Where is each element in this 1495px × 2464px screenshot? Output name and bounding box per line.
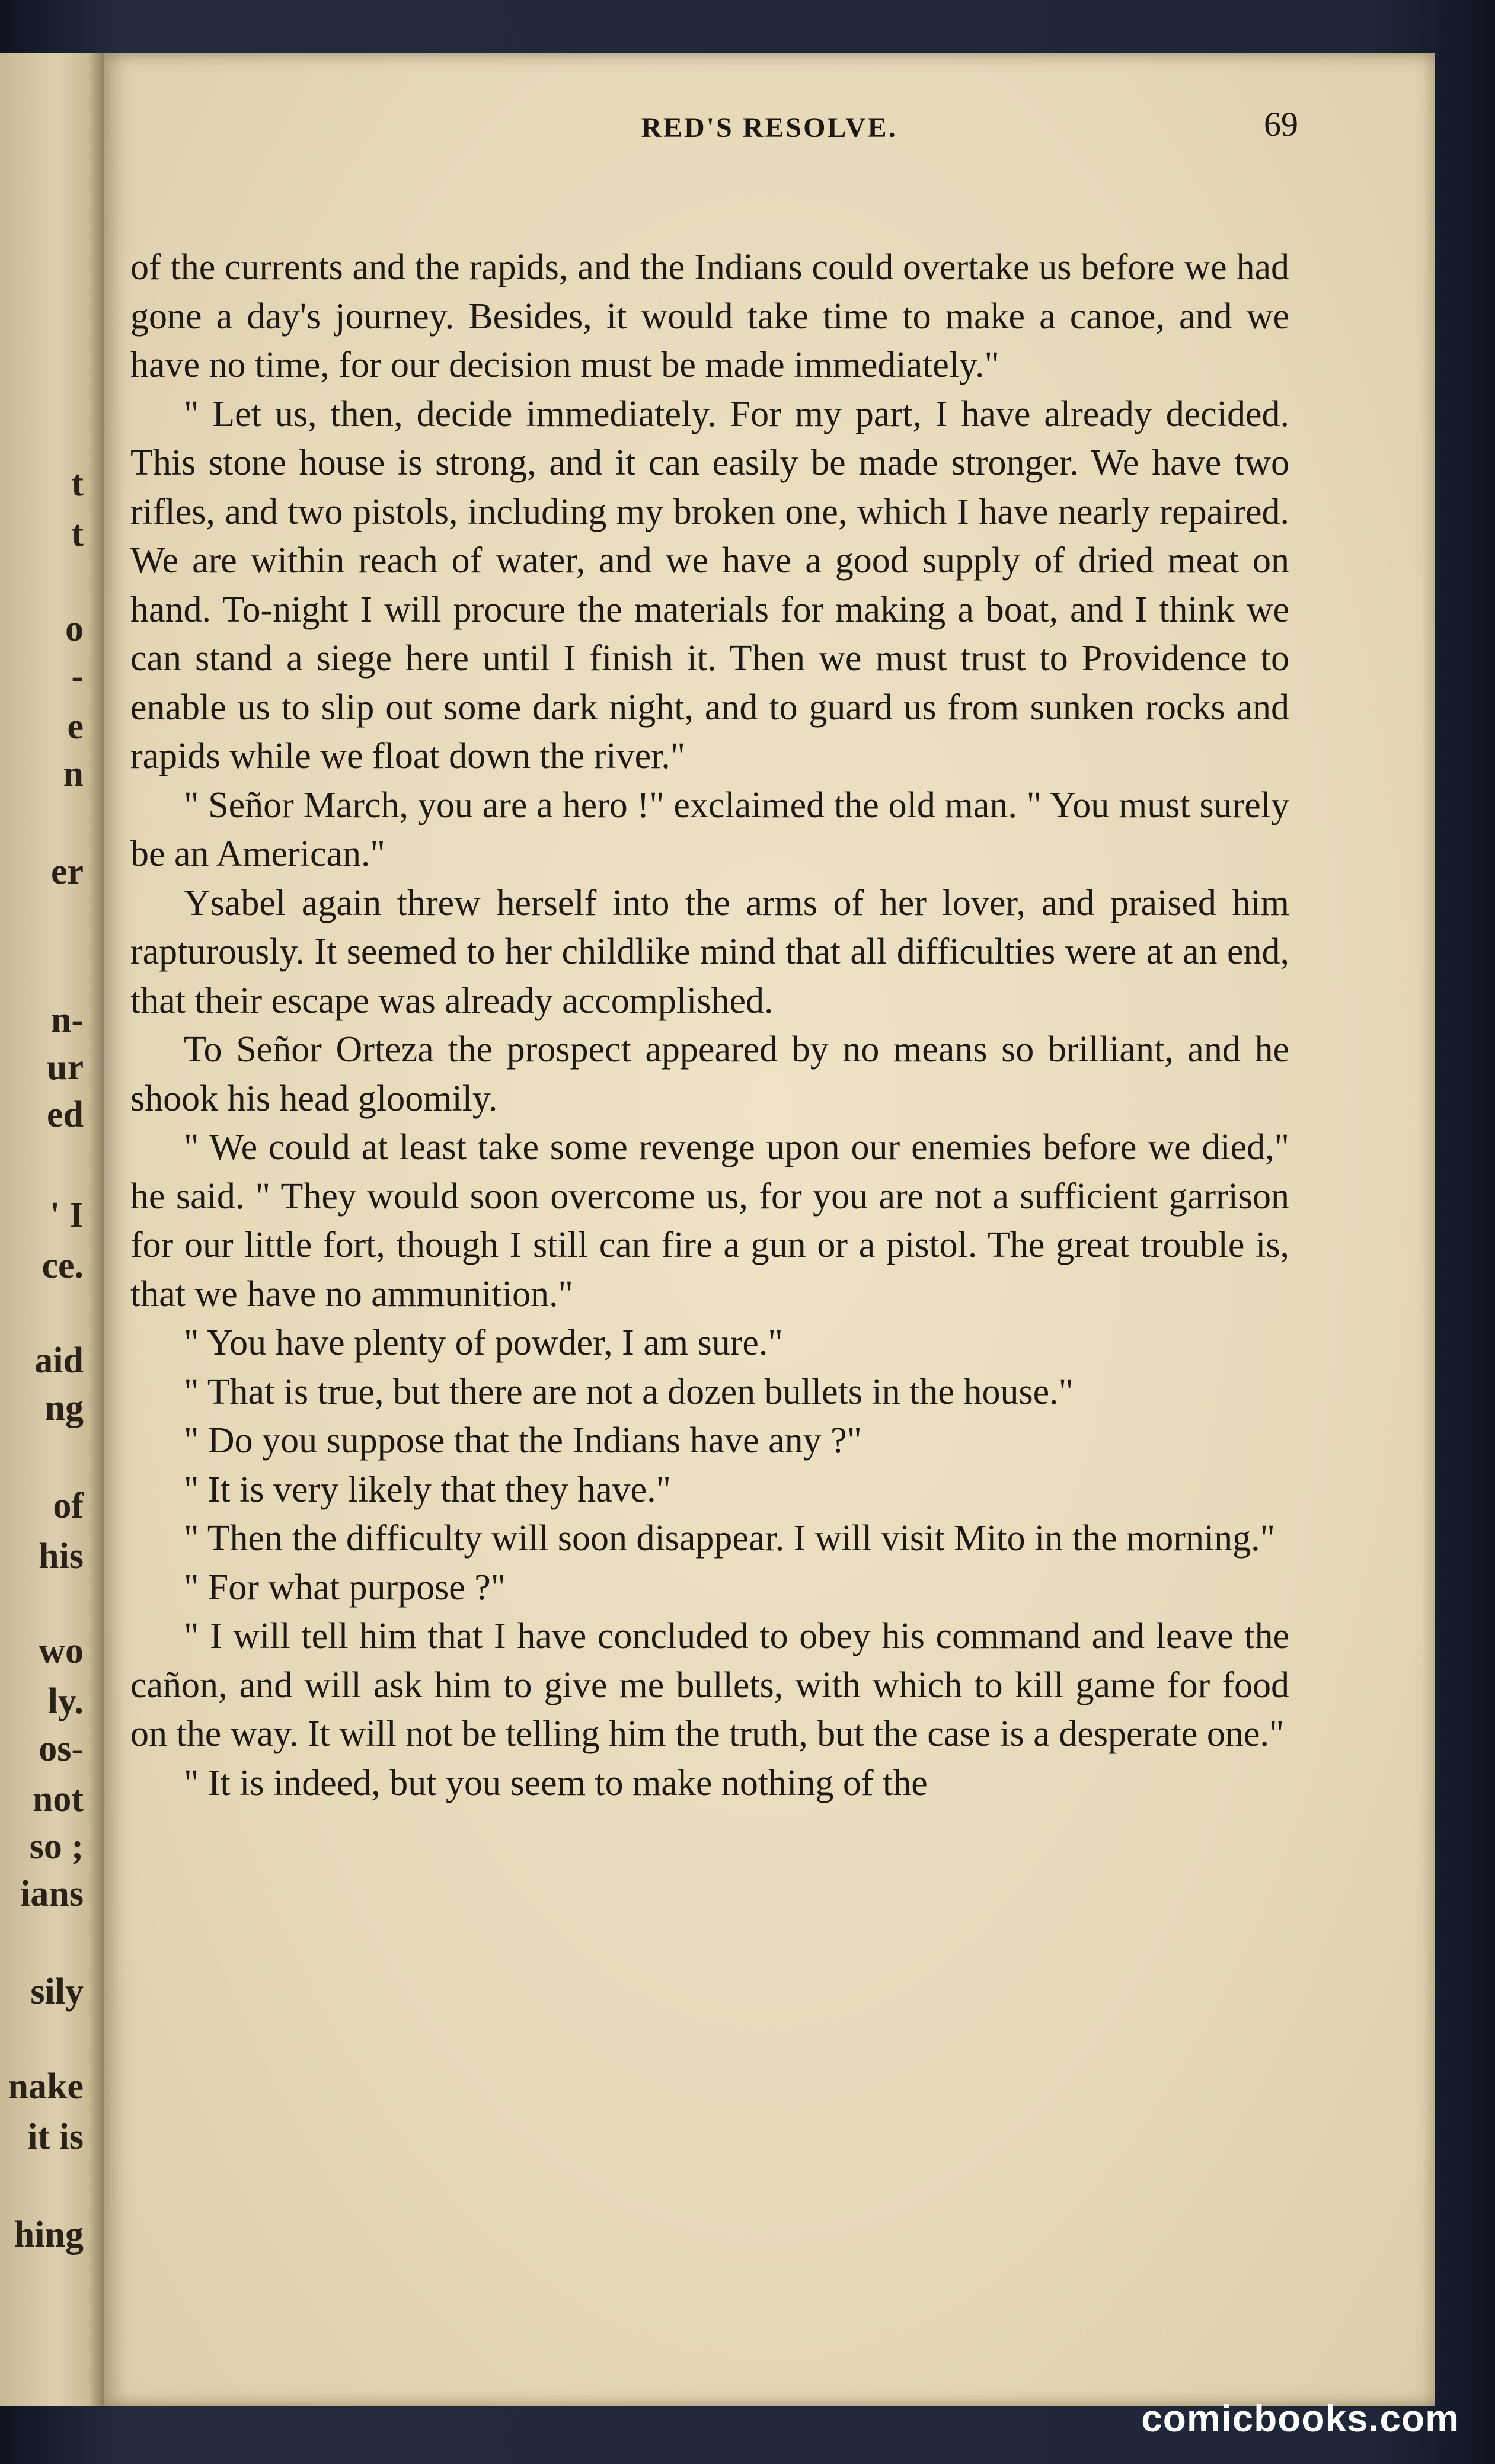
body-text	[130, 243, 1289, 2258]
previous-page-fragment: e	[67, 706, 84, 747]
running-head: RED'S RESOLVE.	[641, 112, 897, 143]
previous-page-fragment: os-	[39, 1729, 84, 1769]
paragraph: " Then the difficulty will soon disappear. I will visit Mito in the morning."	[184, 1518, 1275, 1559]
paragraph: " We could at least take some revenge upon our enemies before we died," he said. " They would soon overcome us, for you are not a sufficient garrison for our little fort, though I still can fire a gun or a pistol. The great trouble is, that we have no ammunition."	[130, 1127, 1289, 1314]
previous-page-fragment: wo	[39, 1631, 84, 1671]
previous-page-fragment: ed	[47, 1095, 84, 1135]
previous-page-fragment: of	[53, 1486, 84, 1526]
paragraph: of the currents and the rapids, and the Indians could overtake us before we had gone a day's journey. Besides, it would take time to make a canoe, and we have no time, for our decision must be made immediately."	[130, 247, 1289, 385]
previous-page-fragment: aid	[34, 1340, 84, 1381]
previous-page-fragment: sily	[30, 1972, 84, 2012]
paragraph: " It is indeed, but you seem to make nothing of the	[184, 1762, 928, 1803]
paragraph: " It is very likely that they have."	[184, 1469, 671, 1510]
page-number: 69	[1264, 105, 1298, 143]
paragraph: To Señor Orteza the prospect appeared by no means so brilliant, and he shook his head gloomily.	[130, 1029, 1289, 1119]
book-page	[104, 53, 1435, 2406]
previous-page-fragment: ly.	[47, 1681, 84, 1721]
previous-page-fragment: -	[71, 656, 84, 696]
previous-page-fragment: not	[32, 1779, 84, 1819]
previous-page-fragment: t	[71, 463, 84, 504]
paragraph: " Do you suppose that the Indians have any ?"	[184, 1420, 862, 1461]
previous-page-fragment: n	[63, 754, 84, 794]
previous-page-fragment: nake	[8, 2066, 84, 2107]
previous-page-fragment: ng	[44, 1388, 84, 1428]
previous-page-fragment: ' I	[50, 1195, 84, 1236]
previous-page-fragment: er	[50, 852, 84, 892]
previous-page-fragment: n-	[50, 1000, 84, 1040]
previous-page-fragment: ce.	[41, 1246, 84, 1286]
paragraph: " I will tell him that I have concluded to obey his command and leave the cañon, and will ask him to give me bullets, with which to kill game for food on the way. It will not be telling him the truth, but the case is a desperate one."	[130, 1616, 1289, 1754]
site-watermark: comicbooks.com	[1141, 2397, 1459, 2440]
previous-page-fragment: ians	[20, 1874, 84, 1914]
previous-page-fragment: his	[39, 1536, 84, 1576]
paragraph: " You have plenty of powder, I am sure."	[184, 1323, 783, 1363]
previous-page-fragment: o	[65, 609, 84, 649]
previous-page-fragment: hing	[14, 2215, 84, 2255]
paragraph: " Let us, then, decide immediately. For my part, I have already decided. This stone house is strong, and it can easily be made stronger. We have two rifles, and two pistols, including my broken one, which I have nearly repaired. We are within reach of water, and we have a good supply of dried meat on hand. To-night I will procure the materials for making a boat, and I think we can stand a siege here until I finish it. Then we must trust to Providence to enable us to slip out some dark night, and to guard us from sunken rocks and rapids while we float down the river."	[130, 393, 1289, 776]
paragraph: Ysabel again threw herself into the arms of her lover, and praised him rapturously. It seemed to her childlike mind that all difficulties were at an end, that their escape was already accomplished.	[130, 882, 1289, 1021]
previous-page-fragment: ur	[47, 1047, 84, 1087]
previous-page-fragment: it is	[27, 2117, 84, 2157]
previous-page-fragment: so ;	[29, 1826, 84, 1867]
paragraph: " Señor March, you are a hero !" exclaimed the old man. " You must surely be an American."	[130, 785, 1289, 874]
paragraph: " That is true, but there are not a dozen bullets in the house."	[184, 1371, 1074, 1412]
previous-page-fragment: t	[71, 514, 84, 554]
paragraph: " For what purpose ?"	[184, 1567, 506, 1608]
previous-page-edge	[0, 53, 104, 2406]
